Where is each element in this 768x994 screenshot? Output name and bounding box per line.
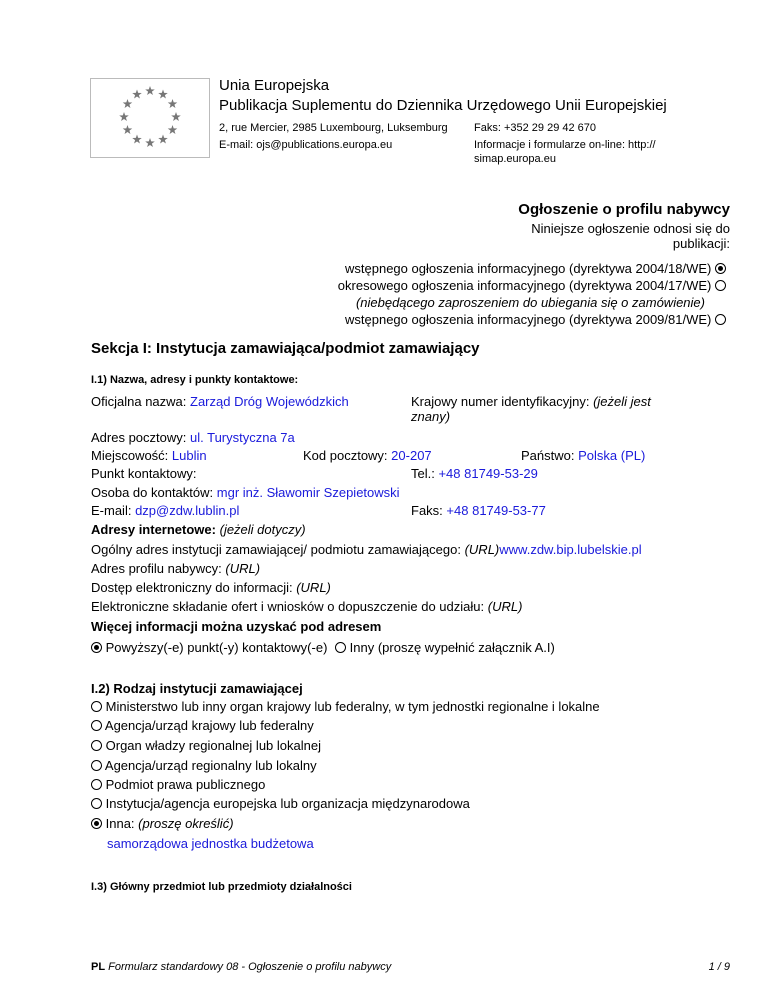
radio-empty-icon[interactable] bbox=[91, 760, 102, 771]
section-heading: Sekcja I: Instytucja zamawiająca/podmiot zamawiający bbox=[91, 340, 480, 357]
star-icon bbox=[171, 112, 181, 121]
notice-option-1-label: wstępnego ogłoszenia informacyjnego (dyrektywa 2004/18/WE) bbox=[345, 261, 712, 276]
buyer-profile-row bbox=[91, 561, 260, 577]
header-info-line1: Informacje i formularze on-line: http:// bbox=[474, 139, 656, 151]
country-row bbox=[521, 448, 645, 464]
tel-label: Tel.: bbox=[411, 466, 435, 481]
internet-heading: Adresy internetowe: bbox=[91, 522, 216, 537]
contact-person-label: Osoba do kontaktów: bbox=[91, 485, 214, 500]
i2-option-label: Inna: bbox=[105, 816, 135, 831]
star-icon bbox=[145, 138, 155, 147]
more-info-option-2[interactable]: Inny (proszę wypełnić załącznik A.I) bbox=[349, 640, 555, 655]
radio-empty-icon[interactable] bbox=[91, 701, 102, 712]
postal-row bbox=[91, 430, 295, 446]
more-info-heading: Więcej informacji można uzyskać pod adresem bbox=[91, 619, 382, 634]
i2-option[interactable] bbox=[91, 699, 600, 715]
eu-flag-logo bbox=[90, 78, 210, 158]
notice-title: Ogłoszenie o profilu nabywcy bbox=[518, 201, 730, 218]
fax-label: Faks: bbox=[411, 503, 443, 518]
postcode-row bbox=[303, 448, 432, 464]
i3-heading: I.3) Główny przedmiot lub przedmioty działalności bbox=[91, 881, 352, 893]
url-tag: (URL) bbox=[487, 599, 523, 614]
national-id-note: (jeżeli jest bbox=[593, 394, 651, 409]
notice-option-note: (niebędącego zaproszeniem do ubiegania się o zamówienie) bbox=[355, 295, 705, 310]
i2-option[interactable] bbox=[91, 777, 265, 793]
postal-value: ul. Turystyczna 7a bbox=[190, 430, 295, 445]
radio-empty-icon[interactable] bbox=[91, 798, 102, 809]
i2-option-label: Ministerstwo lub inny organ krajowy lub federalny, w tym jednostki regionalne i lokalne bbox=[105, 699, 600, 714]
header-fax: Faks: +352 29 29 42 670 bbox=[474, 122, 597, 134]
notice-option-1[interactable] bbox=[345, 261, 726, 277]
i2-option-label: Agencja/urząd regionalny lub lokalny bbox=[104, 758, 317, 773]
i2-option[interactable] bbox=[91, 796, 470, 812]
fax-row bbox=[411, 503, 546, 519]
star-icon bbox=[119, 112, 129, 121]
footer-code: PL bbox=[91, 961, 106, 973]
radio-empty-icon[interactable] bbox=[335, 642, 346, 653]
notice-option-2-label: okresowego ogłoszenia informacyjnego (dyrektywa 2004/17/WE) bbox=[337, 278, 712, 293]
official-name-row bbox=[91, 394, 349, 410]
radio-empty-icon[interactable] bbox=[715, 314, 726, 325]
more-info-option-1[interactable]: Powyższy(-e) punkt(-y) kontaktowy(-e) bbox=[105, 640, 328, 655]
notice-option-3-label: wstępnego ogłoszenia informacyjnego (dyrektywa 2009/81/WE) bbox=[345, 312, 712, 327]
general-url-link[interactable]: www.zdw.bip.lubelskie.pl bbox=[499, 542, 642, 557]
contact-point-label: Punkt kontaktowy: bbox=[91, 466, 197, 481]
radio-selected-icon[interactable] bbox=[91, 818, 102, 829]
official-name-value: Zarząd Dróg Wojewódzkich bbox=[190, 394, 349, 409]
header-address: 2, rue Mercier, 2985 Luxembourg, Luksemburg bbox=[219, 122, 448, 134]
radio-empty-icon[interactable] bbox=[715, 280, 726, 291]
header-email: E-mail: ojs@publications.europa.eu bbox=[219, 139, 393, 151]
electronic-submission-row bbox=[91, 599, 522, 615]
header-info-line2: simap.europa.eu bbox=[474, 153, 556, 165]
more-info-options bbox=[91, 640, 555, 656]
i2-option-other[interactable] bbox=[91, 816, 234, 832]
url-tag: (URL) bbox=[296, 580, 331, 595]
postcode-value: 20-207 bbox=[391, 448, 432, 463]
national-id-label: Krajowy numer identyfikacyjny: bbox=[411, 394, 590, 409]
notice-option-2[interactable] bbox=[338, 278, 726, 294]
i2-other-value: samorządowa jednostka budżetowa bbox=[107, 836, 314, 851]
city-label: Miejscowość: bbox=[91, 448, 169, 463]
i2-option-label: Instytucja/agencja europejska lub organizacja międzynarodowa bbox=[105, 796, 470, 811]
star-icon bbox=[132, 135, 142, 144]
i1-heading: I.1) Nazwa, adresy i punkty kontaktowe: bbox=[91, 374, 299, 386]
city-value: Lublin bbox=[171, 448, 207, 463]
i2-option-label: Organ władzy regionalnej lub lokalnej bbox=[105, 738, 321, 753]
footer-form: Formularz standardowy 08 - Ogłoszenie o profilu nabywcy bbox=[108, 961, 392, 973]
postcode-label: Kod pocztowy: bbox=[303, 448, 388, 463]
i2-option[interactable] bbox=[91, 758, 317, 774]
city-row bbox=[91, 448, 207, 464]
tel-row bbox=[411, 466, 538, 482]
contact-person-value: mgr inż. Sławomir Szepietowski bbox=[216, 485, 400, 500]
official-name-label: Oficjalna nazwa: bbox=[91, 394, 187, 409]
national-id-label-line1 bbox=[411, 394, 651, 410]
electronic-submission-label: Elektroniczne składanie ofert i wniosków o dopuszczenie do udziału: bbox=[91, 599, 485, 614]
star-icon bbox=[168, 99, 178, 108]
header-publication: Publikacja Suplementu do Dziennika Urzędowego Unii Europejskiej bbox=[219, 97, 667, 114]
electronic-access-label: Dostęp elektroniczny do informacji: bbox=[91, 580, 293, 595]
internet-heading-row bbox=[91, 522, 306, 538]
contact-person-row bbox=[91, 485, 400, 501]
radio-selected-icon[interactable] bbox=[91, 642, 102, 653]
i2-option-note: (proszę określić) bbox=[138, 816, 234, 831]
star-icon bbox=[168, 125, 178, 134]
internet-note: (jeżeli dotyczy) bbox=[219, 522, 306, 537]
email-row bbox=[91, 503, 239, 519]
radio-empty-icon[interactable] bbox=[91, 740, 102, 751]
star-icon bbox=[158, 135, 168, 144]
radio-empty-icon[interactable] bbox=[91, 779, 102, 790]
radio-empty-icon[interactable] bbox=[91, 720, 102, 731]
buyer-profile-label: Adres profilu nabywcy: bbox=[91, 561, 222, 576]
footer-left bbox=[91, 960, 391, 974]
notice-option-3[interactable] bbox=[345, 312, 726, 328]
star-icon bbox=[123, 125, 133, 134]
country-label: Państwo: bbox=[521, 448, 575, 463]
star-icon bbox=[145, 86, 155, 95]
tel-value: +48 81749-53-29 bbox=[438, 466, 538, 481]
postal-label: Adres pocztowy: bbox=[91, 430, 187, 445]
country-value: Polska (PL) bbox=[578, 448, 646, 463]
general-url-row bbox=[91, 542, 642, 558]
header-org: Unia Europejska bbox=[219, 77, 330, 94]
i2-option[interactable] bbox=[91, 738, 321, 754]
radio-selected-icon[interactable] bbox=[715, 263, 726, 274]
eu-stars-icon bbox=[91, 79, 209, 157]
i2-option-label: Podmiot prawa publicznego bbox=[105, 777, 266, 792]
notice-subtitle-line1: Niniejsze ogłoszenie odnosi się do bbox=[531, 221, 730, 236]
i2-option-label: Agencja/urząd krajowy lub federalny bbox=[104, 718, 314, 733]
electronic-access-row bbox=[91, 580, 331, 596]
i2-heading: I.2) Rodzaj instytucji zamawiającej bbox=[91, 681, 303, 696]
footer-page: 1 / 9 bbox=[708, 961, 730, 973]
national-id-note-line2: znany) bbox=[411, 409, 451, 424]
email-label: E-mail: bbox=[91, 503, 132, 518]
fax-value: +48 81749-53-77 bbox=[446, 503, 546, 518]
general-url-label: Ogólny adres instytucji zamawiającej/ podmiotu zamawiającego: bbox=[91, 542, 461, 557]
url-tag: (URL) bbox=[464, 542, 500, 557]
star-icon bbox=[158, 89, 168, 98]
star-icon bbox=[132, 89, 142, 98]
star-icon bbox=[123, 99, 133, 108]
i2-option[interactable] bbox=[91, 718, 314, 734]
url-tag: (URL) bbox=[225, 561, 261, 576]
notice-subtitle-line2: publikacji: bbox=[672, 236, 730, 251]
email-value[interactable]: dzp@zdw.lublin.pl bbox=[135, 503, 240, 518]
